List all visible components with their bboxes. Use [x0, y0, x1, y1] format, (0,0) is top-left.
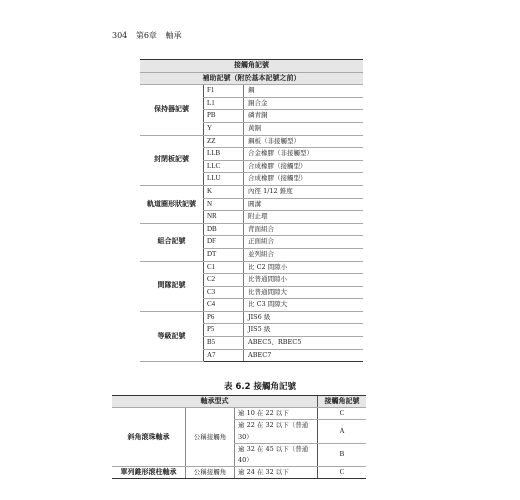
table-row	[112, 467, 366, 479]
symbol-code: Y	[204, 122, 244, 135]
section-label: 軸承	[165, 31, 182, 40]
contact-angle-symbol: C	[318, 467, 367, 479]
col-contact-angle-symbol: 接觸角記號	[318, 396, 367, 408]
table-row	[140, 85, 363, 98]
table-row	[140, 185, 363, 198]
table-subtitle: 補助記號（附於基本記號之前）	[140, 72, 363, 85]
contact-angle-symbol: B	[318, 443, 367, 466]
page-number: 304	[112, 31, 128, 40]
symbol-code: ZZ	[204, 135, 244, 148]
symbol-code: C2	[204, 274, 244, 287]
group-label: 保持器記號	[140, 85, 204, 135]
table-subtitle-row	[140, 72, 363, 85]
symbol-description: 背面組合	[244, 223, 364, 236]
chapter-label: 第6章	[135, 31, 157, 40]
page-header	[112, 30, 187, 41]
bearing-type: 單列錐形滾柱軸承	[112, 467, 186, 479]
symbol-code: L1	[204, 97, 244, 110]
col-bearing-type: 軸承型式	[112, 396, 318, 408]
symbol-code: DF	[204, 236, 244, 249]
contact-angle-symbol: C	[318, 408, 367, 420]
group-label: 等級記號	[140, 311, 204, 361]
symbol-description: 合成橡膠（接觸型）	[244, 160, 364, 173]
symbol-code: A7	[204, 349, 244, 362]
angle-range: 逾 22 在 32 以下（普通 30）	[235, 420, 318, 443]
table-title-row	[140, 60, 363, 73]
symbol-description: ABEC5、RBEC5	[244, 337, 364, 350]
group-label: 間隊記號	[140, 261, 204, 311]
group-label: 組合記號	[140, 223, 204, 261]
table-title: 接觸角記號	[140, 60, 363, 73]
symbol-code: N	[204, 198, 244, 211]
angle-range: 逾 32 在 45 以下（普通 40）	[235, 443, 318, 466]
symbol-code: F1	[204, 85, 244, 98]
symbol-description: ABEC7	[244, 349, 364, 362]
symbol-description: 合成橡膠（接觸型）	[244, 173, 364, 186]
symbol-code: NR	[204, 211, 244, 224]
angle-range: 逾 10 在 22 以下	[235, 408, 318, 420]
symbol-description: 圓溝	[244, 198, 364, 211]
symbol-code: C1	[204, 261, 244, 274]
symbol-description: 鋼板（非接觸型）	[244, 135, 364, 148]
table2-header-row	[112, 396, 366, 408]
symbol-description: 比普通間隙小	[244, 274, 364, 287]
group-label: 軌道圈形狀記號	[140, 185, 204, 223]
symbol-description: 正面組合	[244, 236, 364, 249]
angle-class: 公稱接觸角	[186, 467, 235, 479]
symbol-code: P5	[204, 324, 244, 337]
symbol-code: LLU	[204, 173, 244, 186]
symbol-description: 比 C2 間隙小	[244, 261, 364, 274]
group-label: 封閉板記號	[140, 135, 204, 185]
symbol-description: 內徑 1/12 錐度	[244, 185, 364, 198]
symbol-description: 並列組合	[244, 248, 364, 261]
symbol-code: C3	[204, 286, 244, 299]
angle-range: 逾 24 在 32 以下	[235, 467, 318, 479]
symbol-code: DT	[204, 248, 244, 261]
symbol-description: 附止環	[244, 211, 364, 224]
symbol-description: JIS6 級	[244, 311, 364, 324]
contact-angle-symbol: A	[318, 420, 367, 443]
symbol-code: P6	[204, 311, 244, 324]
table-row	[140, 223, 363, 236]
table-row	[140, 135, 363, 148]
bearing-type: 斜角滾珠軸承	[112, 408, 186, 467]
symbol-code: DB	[204, 223, 244, 236]
symbol-code: LLB	[204, 148, 244, 161]
table2-caption: 表 6.2 接觸角記號	[224, 382, 296, 392]
symbol-code: K	[204, 185, 244, 198]
contact-angle-table	[112, 395, 366, 479]
symbol-code: C4	[204, 299, 244, 312]
symbol-description: JIS5 級	[244, 324, 364, 337]
symbol-description: 磷青銅	[244, 110, 364, 123]
symbol-description: 比 C3 間隙大	[244, 299, 364, 312]
table-row	[140, 261, 363, 274]
symbol-description: 銅合金	[244, 97, 364, 110]
symbol-code: B5	[204, 337, 244, 350]
table-row	[112, 408, 366, 420]
symbol-description: 合金橡膠（非接觸型）	[244, 148, 364, 161]
symbol-description: 黃銅	[244, 122, 364, 135]
angle-class: 公稱接觸角	[186, 408, 235, 467]
auxiliary-symbol-table	[140, 59, 363, 362]
table-row	[140, 311, 363, 324]
symbol-code: LLC	[204, 160, 244, 173]
symbol-description: 比普通間隙大	[244, 286, 364, 299]
symbol-description: 鋼	[244, 85, 364, 98]
symbol-code: PB	[204, 110, 244, 123]
